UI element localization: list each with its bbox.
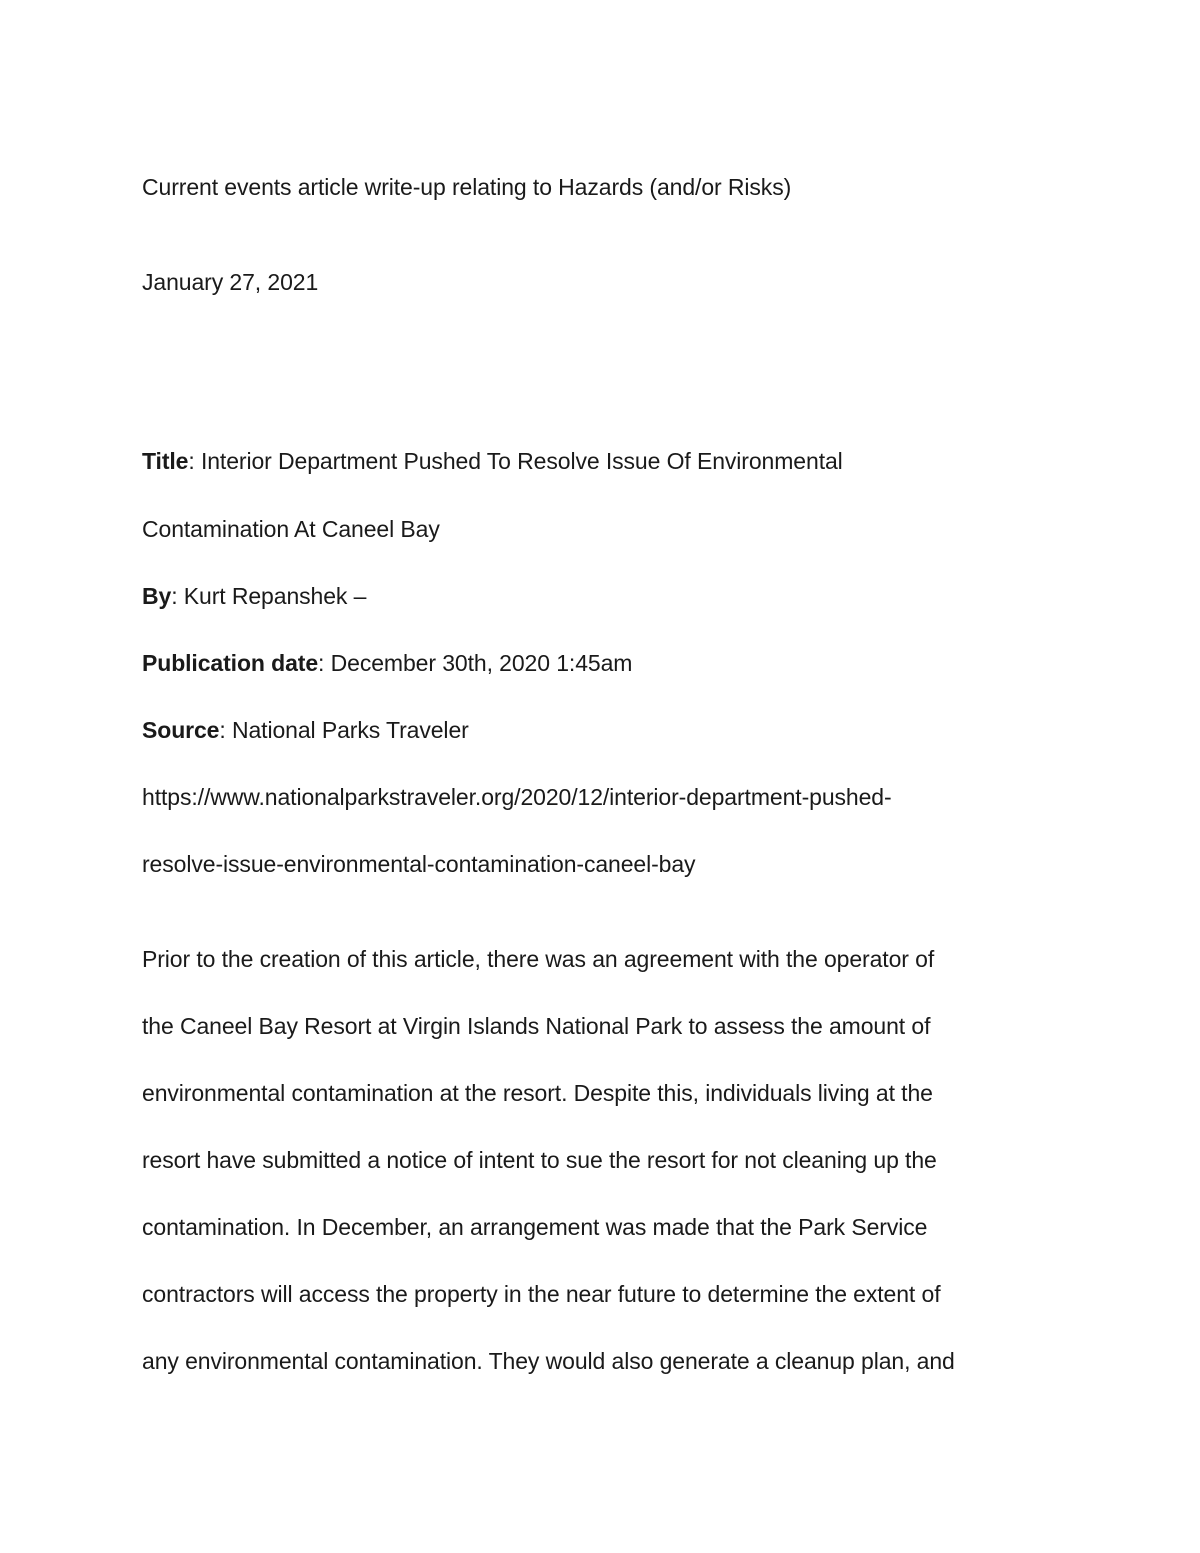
body-line: the Caneel Bay Resort at Virgin Islands National Park to assess the amount of bbox=[142, 1013, 931, 1039]
document-date: January 27, 2021 bbox=[142, 269, 319, 295]
title-value: : Interior Department Pushed To Resolve Issue Of Environmental bbox=[188, 448, 843, 474]
pubdate-value: : December 30th, 2020 1:45am bbox=[318, 650, 633, 676]
title-label: Title bbox=[142, 448, 189, 474]
body-line: contamination. In December, an arrangement was made that the Park Service bbox=[142, 1214, 928, 1240]
body-line: environmental contamination at the resort. Despite this, individuals living at the bbox=[142, 1080, 933, 1106]
article-url-line-1: https://www.nationalparkstraveler.org/2020/12/interior-department-pushed- bbox=[142, 784, 892, 810]
source-label: Source bbox=[142, 717, 220, 743]
document-heading: Current events article write-up relating to Hazards (and/or Risks) bbox=[142, 174, 792, 200]
author-value: : Kurt Repanshek – bbox=[171, 583, 367, 609]
body-line: Prior to the creation of this article, there was an agreement with the operator of bbox=[142, 946, 935, 972]
article-title-line-2: Contamination At Caneel Bay bbox=[142, 516, 440, 542]
pubdate-label: Publication date bbox=[142, 650, 319, 676]
source-value: : National Parks Traveler bbox=[219, 717, 469, 743]
author-label: By bbox=[142, 583, 172, 609]
article-title-line-1 bbox=[142, 446, 843, 476]
article-url-line-2: resolve-issue-environmental-contamination-caneel-bay bbox=[142, 851, 696, 877]
body-line: resort have submitted a notice of intent to sue the resort for not cleaning up the bbox=[142, 1147, 937, 1173]
article-source bbox=[142, 715, 469, 745]
article-publication-date bbox=[142, 648, 632, 678]
body-line: contractors will access the property in the near future to determine the extent of bbox=[142, 1281, 941, 1307]
article-author bbox=[142, 581, 366, 611]
body-line: any environmental contamination. They would also generate a cleanup plan, and bbox=[142, 1348, 955, 1374]
